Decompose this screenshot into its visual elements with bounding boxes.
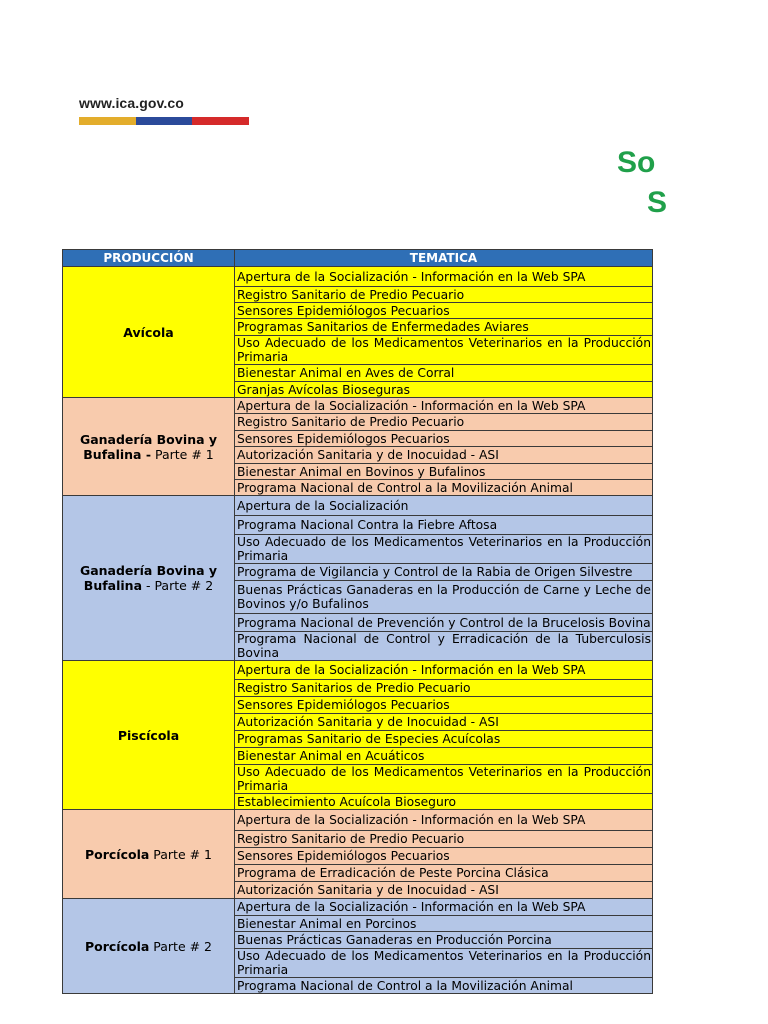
produccion-label: Ganadería Bovina y Bufalina -	[79, 431, 218, 462]
tematica-cell: Autorización Sanitaria y de Inocuidad - ASI	[235, 882, 653, 899]
table-header-row	[63, 250, 653, 267]
tematica-cell: Sensores Epidemiólogos Pecuarios	[235, 303, 653, 319]
produccion-part: Parte # 1	[149, 846, 213, 862]
tematica-cell: Uso Adecuado de los Medicamentos Veterinarios en la Producción Primaria	[235, 765, 653, 794]
table-row	[63, 899, 653, 916]
column-header-produccion: PRODUCCIÓN	[63, 250, 235, 267]
produccion-cell	[63, 267, 235, 398]
produccion-label: Porcícola	[84, 938, 150, 954]
tematica-cell: Programa Nacional de Control a la Movilización Animal	[235, 978, 653, 994]
tematica-cell: Programas Sanitario de Especies Acuícolas	[235, 731, 653, 748]
tematica-cell: Programa Nacional de Control y Erradicación de la Tuberculosis Bovina	[235, 632, 653, 661]
title-clip	[0, 0, 668, 240]
tematica-cell: Programa de Vigilancia y Control de la Rabia de Origen Silvestre	[235, 564, 653, 581]
ica-website-logo[interactable]: www.ica.gov.co	[79, 95, 184, 111]
tematica-cell: Apertura de la Socialización - Información en la Web SPA	[235, 267, 653, 287]
page-title-line1: So	[617, 146, 656, 179]
tematica-cell: Granjas Avícolas Bioseguras	[235, 382, 653, 398]
tematica-cell: Registro Sanitarios de Predio Pecuario	[235, 680, 653, 697]
tematica-cell: Autorización Sanitaria y de Inocuidad - ASI	[235, 447, 653, 464]
tematica-cell: Programa de Erradicación de Peste Porcina Clásica	[235, 865, 653, 882]
tematica-cell: Bienestar Animal en Aves de Corral	[235, 365, 653, 382]
tematica-cell: Programa Nacional Contra la Fiebre Aftosa	[235, 516, 653, 535]
tematica-cell: Bienestar Animal en Bovinos y Bufalinos	[235, 464, 653, 480]
page-title-line2: S	[647, 186, 668, 219]
tematica-cell: Registro Sanitario de Predio Pecuario	[235, 831, 653, 848]
tematica-cell: Buenas Prácticas Ganaderas en Producción Porcina	[235, 932, 653, 949]
tematica-cell: Bienestar Animal en Acuáticos	[235, 748, 653, 765]
table-row	[63, 661, 653, 680]
tematica-cell: Programa Nacional de Control a la Movilización Animal	[235, 480, 653, 496]
tematica-cell: Uso Adecuado de los Medicamentos Veterinarios en la Producción Primaria	[235, 336, 653, 365]
produccion-label: Piscícola	[117, 727, 180, 743]
table-row	[63, 267, 653, 287]
tematica-cell: Registro Sanitario de Predio Pecuario	[235, 414, 653, 431]
tematica-cell: Autorización Sanitaria y de Inocuidad - ASI	[235, 714, 653, 731]
tematica-cell: Apertura de la Socialización - Información en la Web SPA	[235, 810, 653, 831]
tematica-cell: Programa Nacional de Prevención y Control de la Brucelosis Bovina	[235, 614, 653, 632]
tematica-cell: Apertura de la Socialización	[235, 496, 653, 516]
tematica-cell: Bienestar Animal en Porcinos	[235, 916, 653, 932]
produccion-label: Porcícola	[84, 846, 150, 862]
tematica-cell: Uso Adecuado de los Medicamentos Veterinarios en la Producción Primaria	[235, 949, 653, 978]
tematica-cell: Establecimiento Acuícola Bioseguro	[235, 794, 653, 810]
table-row	[63, 810, 653, 831]
produccion-part: Parte # 2	[149, 938, 213, 954]
tematica-table	[62, 249, 653, 994]
tematica-cell: Buenas Prácticas Ganaderas en la Producción de Carne y Leche de Bovinos y/o Bufalinos	[235, 581, 653, 614]
produccion-cell	[63, 398, 235, 496]
column-header-tematica: TEMATICA	[235, 250, 653, 267]
produccion-cell	[63, 810, 235, 899]
table-row	[63, 398, 653, 414]
produccion-cell	[63, 661, 235, 810]
produccion-part: Parte # 1	[151, 446, 214, 462]
produccion-cell	[63, 899, 235, 994]
tematica-cell: Apertura de la Socialización - Información en la Web SPA	[235, 398, 653, 414]
tematica-cell: Sensores Epidemiólogos Pecuarios	[235, 431, 653, 447]
tematica-cell: Registro Sanitario de Predio Pecuario	[235, 287, 653, 303]
produccion-cell	[63, 496, 235, 661]
tematica-cell: Sensores Epidemiólogos Pecuarios	[235, 848, 653, 865]
produccion-label: Avícola	[123, 324, 174, 340]
table-body	[63, 267, 653, 994]
tematica-cell: Uso Adecuado de los Medicamentos Veterinarios en la Producción Primaria	[235, 535, 653, 564]
produccion-part: - Parte # 2	[142, 578, 214, 593]
tematica-cell: Programas Sanitarios de Enfermedades Aviares	[235, 319, 653, 336]
table-row	[63, 496, 653, 516]
produccion-label: Ganadería Bovina y Bufalina	[79, 563, 218, 593]
tematica-cell: Sensores Epidemiólogos Pecuarios	[235, 697, 653, 714]
tematica-cell: Apertura de la Socialización - Información en la Web SPA	[235, 661, 653, 680]
tematica-cell: Apertura de la Socialización - Información en la Web SPA	[235, 899, 653, 916]
